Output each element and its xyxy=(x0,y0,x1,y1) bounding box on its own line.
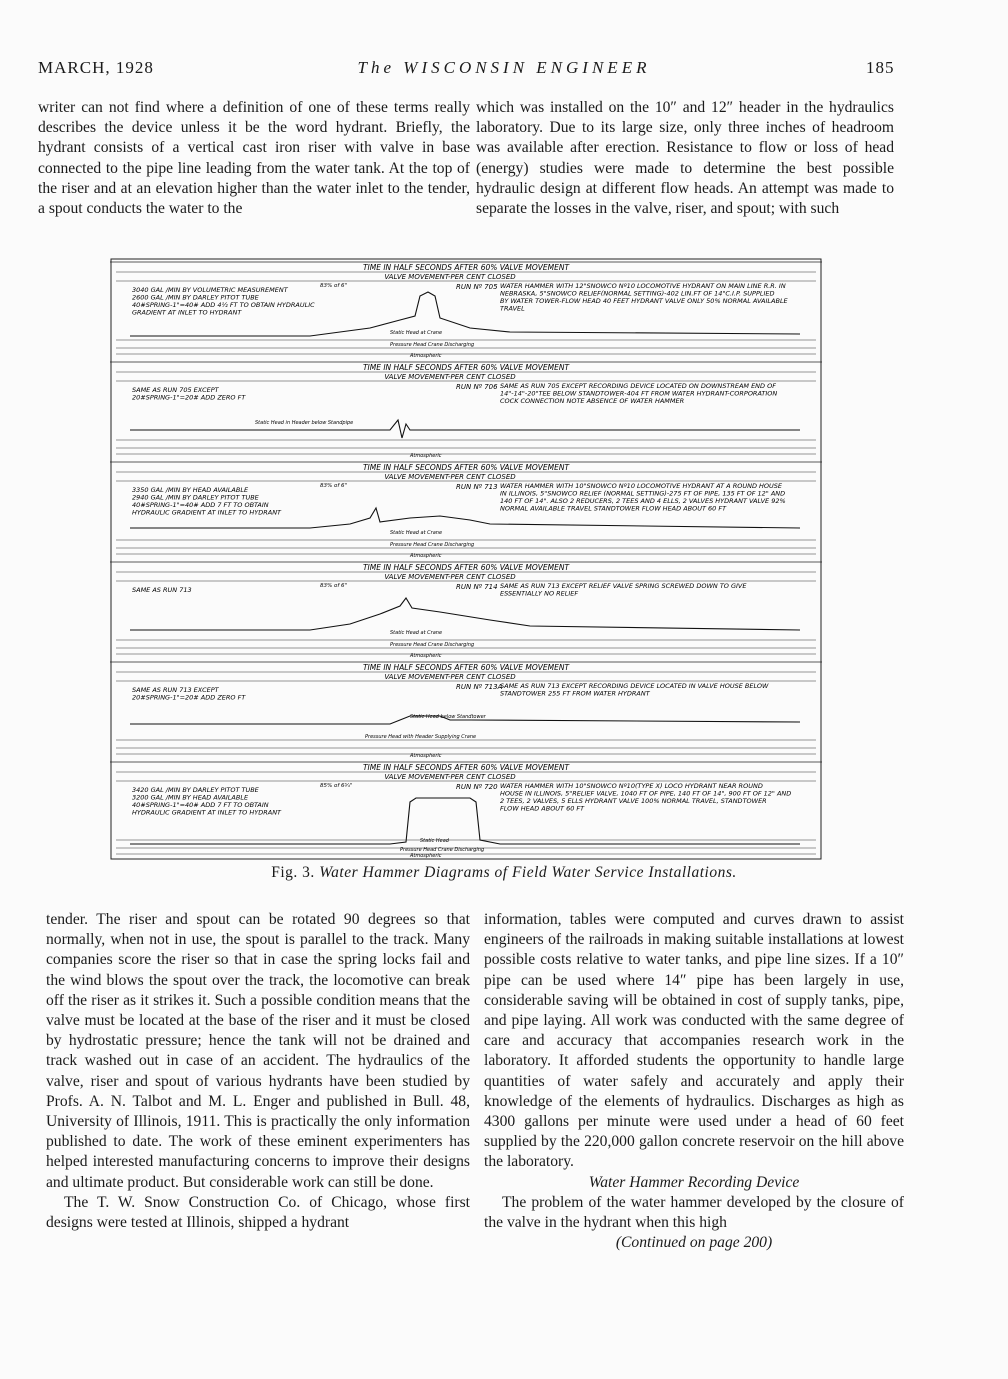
baseline-label: Static Head at Crane xyxy=(390,330,443,336)
run-number: RUN Nº 705 xyxy=(456,283,498,291)
panel-time-label: TIME IN HALF SECONDS AFTER 60% VALVE MOVEMENT xyxy=(362,663,570,672)
baseline-label: Static Head xyxy=(420,838,449,844)
panel-valve-label: VALVE MOVEMENT-PER CENT CLOSED xyxy=(384,373,516,381)
baseline-label: Pressure Head Crane Discharging xyxy=(390,642,475,648)
run-description-line: IN ILLINOIS, 5"SNOWCO RELIEF (NORMAL SETTING)-275 FT OF PIPE, 135 FT OF 12" AND xyxy=(500,489,786,498)
run-description-line: WATER HAMMER WITH 10"SNOWCO Nº10 LOCOMOTIVE HYDRANT AT A ROUND HOUSE xyxy=(500,482,783,490)
bottom-right-column xyxy=(484,910,904,1253)
run-number: RUN Nº 714 xyxy=(456,583,498,591)
panel-valve-label: VALVE MOVEMENT-PER CENT CLOSED xyxy=(384,673,516,681)
run-data-line: SAME AS RUN 713 xyxy=(132,586,192,594)
run-data-line: GRADIENT AT INLET TO HYDRANT xyxy=(132,308,242,317)
atmospheric-label: Atmospheric xyxy=(410,553,442,559)
run-data-line: 2940 GAL /MIN BY DARLEY PITOT TUBE xyxy=(132,493,259,502)
panel-valve-label: VALVE MOVEMENT-PER CENT CLOSED xyxy=(384,573,516,581)
baseline-label: Pressure Head Crane Discharging xyxy=(390,342,475,348)
baseline-label: Static Head below Standtower xyxy=(410,714,486,720)
run-description-line: NEBRASKA, 5"SNOWCO RELIEF(NORMAL SETTING)-402 LIN.FT OF 14"C.I.P. SUPPLIED xyxy=(500,289,775,298)
figure-caption xyxy=(0,864,1008,882)
run-data-line: 3420 GAL /MIN BY DARLEY PITOT TUBE xyxy=(132,786,259,794)
hammer-trace xyxy=(130,420,800,438)
run-data-line: 3200 GAL /MIN BY HEAD AVAILABLE xyxy=(132,793,249,802)
panel-time-label: TIME IN HALF SECONDS AFTER 60% VALVE MOVEMENT xyxy=(362,763,570,772)
baseline-label: Pressure Head with Header Supplying Crane xyxy=(365,734,477,740)
run-description-line: 140 FT OF 14". ALSO 2 REDUCERS, 2 TEES AND 4 ELLS, 2 VALVES HYDRANT VALVE 92% xyxy=(500,497,786,505)
run-description-line: COCK CONNECTION NOTE ABSENCE OF WATER HAMMER xyxy=(500,397,685,405)
run-number: RUN Nº 713 xyxy=(456,483,498,491)
run-data-line: 20#SPRING-1"=20# ADD ZERO FT xyxy=(132,393,246,402)
run-number: RUN Nº 713A xyxy=(456,683,503,691)
run-data-line: 2600 GAL /MIN BY DARLEY PITOT TUBE xyxy=(132,293,259,302)
run-description-line: WATER HAMMER WITH 10"SNOWCO Nº10(TYPE X) LOCO HYDRANT NEAR ROUND xyxy=(500,782,763,790)
paragraph: information, tables were computed and curves drawn to assist engineers of the railroads in making suitable installations at lowest possible costs relative to water tanks, and pipe line sizes. If a 10″ pipe can be used where 14″ pipe has been largely in use, considerable saving will be obtained in cost of supply tanks, pipe, and pipe laying. All work was conducted with the same degree of care and accuracy that accompanies research work in the laboratory. It afforded students the opportunity to handle large quantities of water safely and accurately and apply their knowledge of the elements of hydraulics. Discharges as high as 4300 gallons per minute were used under a head of 60 feet supplied by the 220,000 gallon concrete reservoir on the hill above the laboratory. xyxy=(484,911,904,1171)
run-data-line: 40#SPRING-1"=40# ADD 7 FT TO OBTAIN xyxy=(132,501,269,509)
caption-title: Water Hammer Diagrams of Field Water Service Installations. xyxy=(319,864,737,881)
run-description-line: BY WATER TOWER-FLOW HEAD 40 FEET HYDRANT VALVE ONLY 50% NORMAL AVAILABLE xyxy=(500,297,788,305)
run-data-line: 40#SPRING-1"=40# ADD 7 FT TO OBTAIN xyxy=(132,801,269,809)
run-number: RUN Nº 720 xyxy=(456,783,498,791)
run-description-line: ESSENTIALLY NO RELIEF xyxy=(500,589,579,598)
panel-time-label: TIME IN HALF SECONDS AFTER 60% VALVE MOVEMENT xyxy=(362,563,570,572)
top-right-column xyxy=(476,98,894,219)
run-description-line: 2 TEES, 2 VALVES, 5 ELLS HYDRANT VALVE 100% NORMAL TRAVEL, STANDTOWER xyxy=(500,797,767,805)
figure-diagrams xyxy=(110,258,822,860)
run-description-line: WATER HAMMER WITH 12"SNOWCO Nº10 LOCOMOTIVE HYDRANT ON MAIN LINE R.R. IN xyxy=(500,282,786,290)
valve-percent: 83% of 6" xyxy=(320,483,348,489)
run-data-line: HYDRAULIC GRADIENT AT INLET TO HYDRANT xyxy=(132,508,282,517)
run-data-line: 40#SPRING-1"=40# ADD 4½ FT TO OBTAIN HYDRAULIC xyxy=(132,301,315,309)
atmospheric-label: Atmospheric xyxy=(410,353,442,359)
hammer-trace xyxy=(130,598,800,630)
panel-time-label: TIME IN HALF SECONDS AFTER 60% VALVE MOVEMENT xyxy=(362,263,570,272)
run-data-line: SAME AS RUN 705 EXCEPT xyxy=(132,386,219,394)
run-description-line: 14"-14"-20"TEE BELOW STANDTOWER-404 FT FROM WATER HYDRANT-CORPORATION xyxy=(500,389,778,398)
top-left-column xyxy=(38,98,470,219)
run-description-line: SAME AS RUN 713 EXCEPT RECORDING DEVICE LOCATED IN VALVE HOUSE BELOW xyxy=(500,682,769,690)
run-description-line: SAME AS RUN 713 EXCEPT RELIEF VALVE SPRING SCREWED DOWN TO GIVE xyxy=(500,582,747,590)
run-data-line: 3350 GAL /MIN BY HEAD AVAILABLE xyxy=(132,486,249,494)
caption-label: Fig. 3. xyxy=(271,864,315,881)
paragraph: which was installed on the 10″ and 12″ header in the hydraulics laboratory. Due to its large size, only three inches of headroom was available after erection. Resistance to flow or loss of head (energy) studies were made to determine the best possible hydraulic design at different flow heads. An attempt was made to separate the losses in the valve, riser, and spout; with such xyxy=(476,99,894,218)
run-description-line: HOUSE IN ILLINOIS, 5"RELIEF VALVE, 1040 FT OF PIPE, 140 FT OF 14", 900 FT OF 12" AND xyxy=(500,789,792,798)
panel-time-label: TIME IN HALF SECONDS AFTER 60% VALVE MOVEMENT xyxy=(362,463,570,472)
paragraph: tender. The riser and spout can be rotated 90 degrees so that normally, when not in use, the spout is parallel to the track. Many companies score the riser so that in case the spring locks fail and the wind blows the spout over the track, the locomotive can break off the riser as it strikes it. Such a possible condition means that the valve must be located at the base of the riser and it must be closed by hydrostatic pressure; hence the tank will not be drained and track washed out in case of an accident. The hydraulics of the valve, riser and spout of various hydrants have been studied by Profs. A. N. Talbot and M. L. Enger and published in Bull. 48, University of Illinois, 1911. This is practically the only information published to date. The work of these eminent experimenters has helped interested manufacturing concerns to improve their designs and ultimate product. But considerable work can still be done. xyxy=(46,911,470,1191)
panel-valve-label: VALVE MOVEMENT-PER CENT CLOSED xyxy=(384,473,516,481)
baseline-label: Pressure Head Crane Discharging xyxy=(390,542,475,548)
run-number: RUN Nº 706 xyxy=(456,383,498,391)
panel-time-label: TIME IN HALF SECONDS AFTER 60% VALVE MOVEMENT xyxy=(362,363,570,372)
panel-valve-label: VALVE MOVEMENT-PER CENT CLOSED xyxy=(384,773,516,781)
water-hammer-figure xyxy=(110,258,822,860)
bottom-left-column xyxy=(46,910,470,1233)
baseline-label: Static Head at Crane xyxy=(390,630,443,636)
run-description-line: STANDTOWER 255 FT FROM WATER HYDRANT xyxy=(500,689,650,698)
valve-percent: 83% of 6" xyxy=(320,283,348,289)
paragraph: writer can not find where a definition of one of these terms really describes the device unless it be the word hydrant. Briefly, the hydrant consists of a vertical cast iron riser with valve in base connected to the pipe line leading from the water tank. At the top of the riser and at an elevation higher than the water inlet to the tender, a spout conducts the water to the xyxy=(38,99,470,218)
valve-percent: 83% of 6" xyxy=(320,583,348,589)
run-data-line: HYDRAULIC GRADIENT AT INLET TO HYDRANT xyxy=(132,808,282,817)
issue-date: MARCH, 1928 xyxy=(38,58,154,77)
valve-percent: 85% of 6¾" xyxy=(320,783,353,789)
panel-valve-label: VALVE MOVEMENT-PER CENT CLOSED xyxy=(384,273,516,281)
journal-title: The WISCONSIN ENGINEER xyxy=(357,58,651,77)
baseline-label: Static Head at Crane xyxy=(390,530,443,536)
run-data-line: SAME AS RUN 713 EXCEPT xyxy=(132,686,219,694)
atmospheric-label: Atmospheric xyxy=(410,753,442,759)
run-description-line: SAME AS RUN 705 EXCEPT RECORDING DEVICE LOCATED ON DOWNSTREAM END OF xyxy=(500,382,776,390)
baseline-label: Static Head in Header below Standpipe xyxy=(255,420,354,426)
atmospheric-label: Atmospheric xyxy=(410,653,442,659)
atmospheric-label: Atmospheric xyxy=(410,453,442,459)
section-subheading: Water Hammer Recording Device xyxy=(588,1173,800,1191)
run-description-line: NORMAL AVAILABLE TRAVEL STANDTOWER FLOW HEAD ABOUT 60 FT xyxy=(500,504,727,513)
baseline-label: Pressure Head Crane Discharging xyxy=(400,847,485,853)
continued-note: (Continued on page 200) xyxy=(615,1234,773,1252)
run-description-line: FLOW HEAD ABOUT 60 FT xyxy=(500,804,585,813)
run-data-line: 3040 GAL /MIN BY VOLUMETRIC MEASUREMENT xyxy=(132,286,288,294)
run-data-line: 20#SPRING-1"=20# ADD ZERO FT xyxy=(132,693,246,702)
paragraph: The problem of the water hammer developed by the closure of the valve in the hydrant when this high xyxy=(484,1193,904,1232)
paragraph: The T. W. Snow Construction Co. of Chicago, whose first designs were tested at Illinois, shipped a hydrant xyxy=(46,1193,470,1232)
run-description-line: TRAVEL xyxy=(500,304,525,313)
atmospheric-label: Atmospheric xyxy=(410,853,442,859)
page-number: 185 xyxy=(866,58,895,77)
